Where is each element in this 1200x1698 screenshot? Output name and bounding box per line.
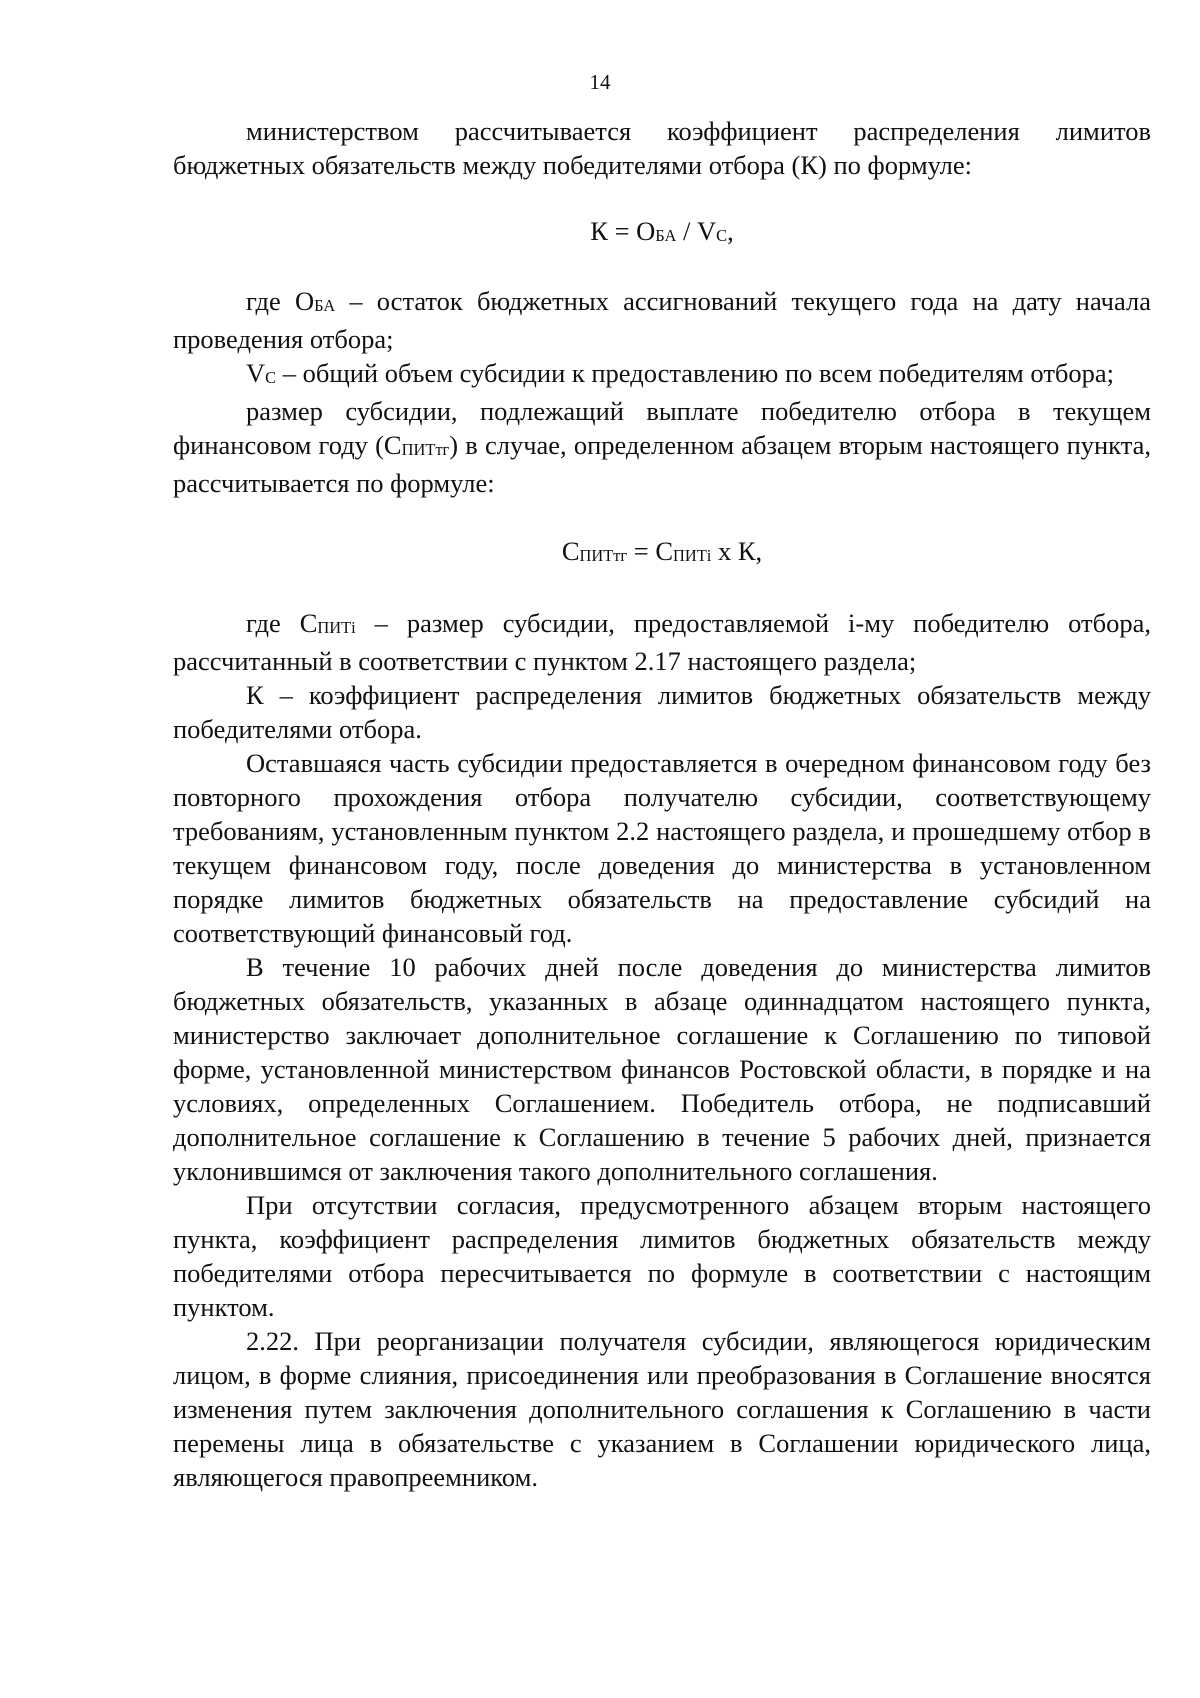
paragraph-coefficient-intro: министерством рассчитывается коэффициент распределения лимитов бюджетных обязательств между победителями отбора (К) по формуле: <box>173 116 1151 180</box>
paragraph-oba-definition <box>173 284 1151 356</box>
text-run: ) в случае, определенном абзацем вторым настоящего пункта, рассчитывается по формуле: <box>173 430 1151 498</box>
paragraph-no-consent: При отсутствии согласия, предусмотренного абзацем вторым настоящего пункта, коэффициент распределения лимитов бюджетных обязательств между победителями отбора пересчитывается по формуле в соответствии с настоящим пунктом. <box>173 1190 1151 1322</box>
paragraph-subsidy-size <box>173 394 1151 500</box>
formula-part: = С <box>627 536 674 566</box>
text-run: размер субсидии, подлежащий выплате победителю отбора в текущем финансовом году (С <box>173 396 1151 460</box>
formula-end: , <box>727 216 734 246</box>
text-run: где О <box>246 286 315 316</box>
paragraph-remaining-subsidy: Оставшаяся часть субсидии предоставляется в очередном финансовом году без повторного прохождения отбора получателю субсидии, соответствующему требованиям, установленным пунктом 2.2 настоящего раздела, и прошедшему отбор в текущем финансовом году, после доведения до министерства в установленном порядке лимитов бюджетных обязательств на предоставление субсидий на соответствующий финансовый год. <box>173 748 1151 948</box>
paragraph-k-definition: К – коэффициент распределения лимитов бюджетных обязательств между победителями отбора. <box>173 680 1151 744</box>
text-run: – общий объем субсидии к предоставлению по всем победителям отбора; <box>276 358 1115 388</box>
subscript: С <box>265 367 277 387</box>
subscript: ПИТтг <box>401 439 450 459</box>
formula-subscript: ПИТтг <box>579 545 628 565</box>
page-number: 14 <box>589 70 611 94</box>
formula-subscript: С <box>716 225 728 245</box>
text-run: где С <box>246 608 318 638</box>
paragraph-vc-definition <box>173 356 1151 394</box>
document-body <box>173 114 1151 1494</box>
paragraph-additional-agreement: В течение 10 рабочих дней после доведения до министерства лимитов бюджетных обязательств, указанных в абзаце одиннадцатом настоящего пункта, министерство заключает дополнительное соглашение к Соглашению по типовой форме, установленной министерством финансов Ростовской области, в порядке и на условиях, определенных Соглашением. Победитель отбора, не подписавший дополнительное соглашение к Соглашению в течение 5 рабочих дней, признается уклонившимся от заключения такого дополнительного соглашения. <box>173 952 1151 1186</box>
text-run: – размер субсидии, предоставляемой i-му победителю отбора, рассчитанный в соответствии с пунктом 2.17 настоящего раздела; <box>173 608 1151 676</box>
formula-subscript: ПИТi <box>673 545 712 565</box>
subscript: ПИТi <box>317 617 356 637</box>
subscript: БА <box>314 295 336 315</box>
text-run: – остаток бюджетных ассигнований текущего года на дату начала проведения отбора; <box>173 286 1151 354</box>
formula-part: х К, <box>711 536 763 566</box>
formula-lhs: К = О <box>590 216 656 246</box>
paragraph-2-22-reorganization: 2.22. При реорганизации получателя субсидии, являющегося юридическим лицом, в форме слияния, присоединения или преобразования в Соглашение вносятся изменения путем заключения дополнительного соглашения к Соглашению в части перемены лица в обязательстве с указанием в Соглашении юридического лица, являющегося правопреемником. <box>173 1326 1151 1492</box>
formula-subscript: БА <box>655 225 677 245</box>
formula-part: С <box>561 536 580 566</box>
formula-mid: / V <box>676 216 717 246</box>
formula-coefficient <box>173 214 1151 252</box>
text-run: V <box>246 358 266 388</box>
paragraph-spiti-definition <box>173 606 1151 678</box>
formula-subsidy <box>173 534 1151 572</box>
